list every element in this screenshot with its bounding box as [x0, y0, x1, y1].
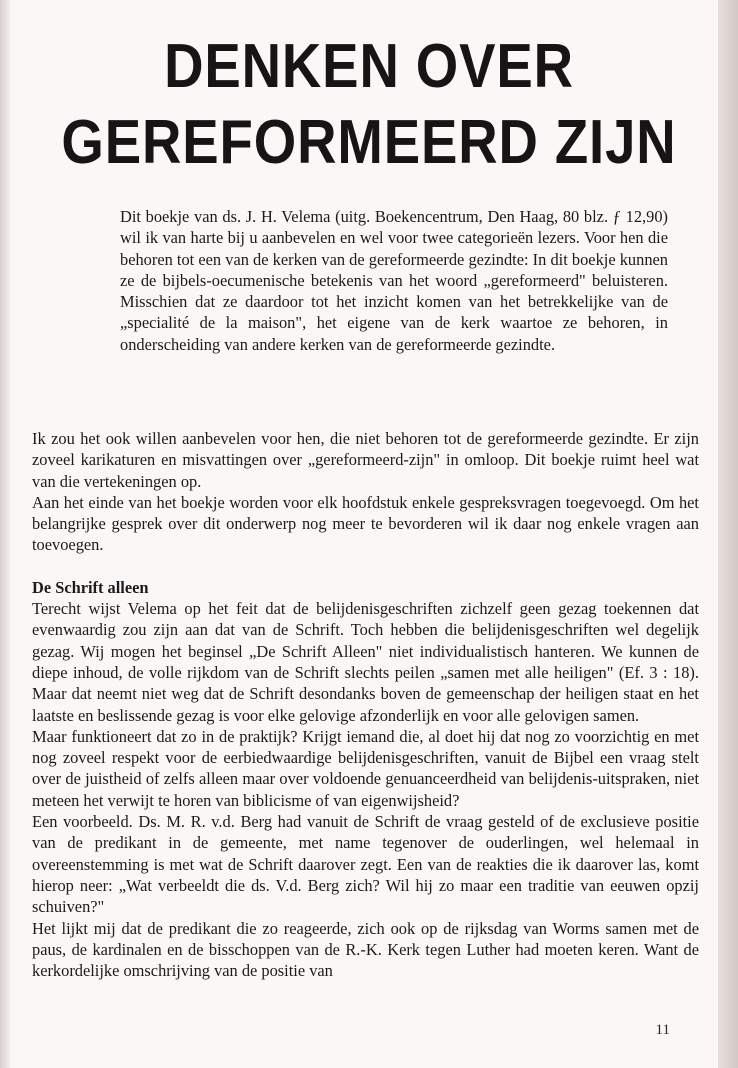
paragraph-2: Aan het einde van het boekje worden voor elk hoofdstuk enkele gespreksvragen toegevoegd. Om het belangrijke gesprek over dit onderwerp nog meer te bevorderen wil ik daar nog enkele vragen aan toevoegen.: [32, 492, 699, 555]
paragraph-gap: [32, 556, 699, 577]
article-body: [32, 428, 699, 981]
page-edge-left: [0, 0, 10, 1068]
section-paragraph-2: Maar funktioneert dat zo in de praktijk? Krijgt iemand die, al doet hij dat nog zo voorzichtig en met nog zoveel respekt voor de eerbiedwaardige belijdenisgeschriften, vanuit de Bijbel een vraag stelt over de juistheid of zelfs alleen maar over voldoende genuanceerdheid van belijdenis-uitspraken, niet meteen het verwijt te horen van biblicisme of van eigenwijsheid?: [32, 726, 699, 810]
page-edge-right: [718, 0, 738, 1068]
section-heading: De Schrift alleen: [32, 577, 149, 597]
page-number: 11: [655, 1022, 670, 1038]
title-line-2: GEREFORMEERD ZIJN: [61, 108, 677, 177]
section-paragraph-4: Het lijkt mij dat de predikant die zo reageerde, zich ook op de rijksdag van Worms samen met de paus, de kardinalen en de bisschoppen van de R.-K. Kerk tegen Luther had moeten keren. Want de kerkordelijke omschrijving van de positie van: [32, 918, 699, 981]
intro-paragraph: Dit boekje van ds. J. H. Velema (uitg. Boekencentrum, Den Haag, 80 blz. ƒ 12,90) wil ik van harte bij u aanbevelen en wel voor twee categorieën lezers. Voor hen die behoren tot een van de kerken van de gereformeerde gezindte: In dit boekje kunnen ze de bijbels-oecumenische betekenis van het woord „gereformeerd" beluisteren. Misschien dat ze daardoor tot het inzicht komen van het betrekkelijke van de „specialité de la maison", het eigene van de kerk waartoe ze behoren, in onderscheiding van andere kerken van de gereformeerde gezindte.: [120, 207, 668, 354]
paragraph-1: Ik zou het ook willen aanbevelen voor hen, die niet behoren tot de gereformeerde gezindte. Er zijn zoveel karikaturen en misvattingen over „gereformeerd-zijn" in omloop. Dit boekje ruimt heel wat van die vertekeningen op.: [32, 429, 699, 491]
section-paragraph-1: Terecht wijst Velema op het feit dat de belijdenisgeschriften zichzelf geen gezag toekennen dat evenwaardig zou zijn aan dat van de Schrift. Toch hebben die belijdenisgeschriften wel degelijk gezag. Wij mogen het beginsel „De Schrift Alleen" niet individualistisch hanteren. We kunnen de diepe inhoud, de volle rijkdom van de Schrift slechts peilen „samen met alle heiligen" (Ef. 3 : 18). Maar dat neemt niet weg dat de Schrift desondanks boven de gemeenschap der heiligen staat en het laatste en beslissende gezag is voor elke gelovige afzonderlijk en voor alle gelovigen samen.: [32, 599, 699, 725]
title-line-1: DENKEN OVER: [164, 32, 574, 101]
section-paragraph-3: Een voorbeeld. Ds. M. R. v.d. Berg had vanuit de Schrift de vraag gesteld of de exclusieve positie van de predikant in de gemeente, met name tegenover de ouderlingen, wel helemaal in overeenstemming is met wat de Schrift daarover zegt. Een van de reakties die ik daarover las, komt hierop neer: „Wat verbeeldt die ds. V.d. Berg zich? Wil hij zo maar een traditie van eeuwen opzij schuiven?": [32, 812, 699, 917]
